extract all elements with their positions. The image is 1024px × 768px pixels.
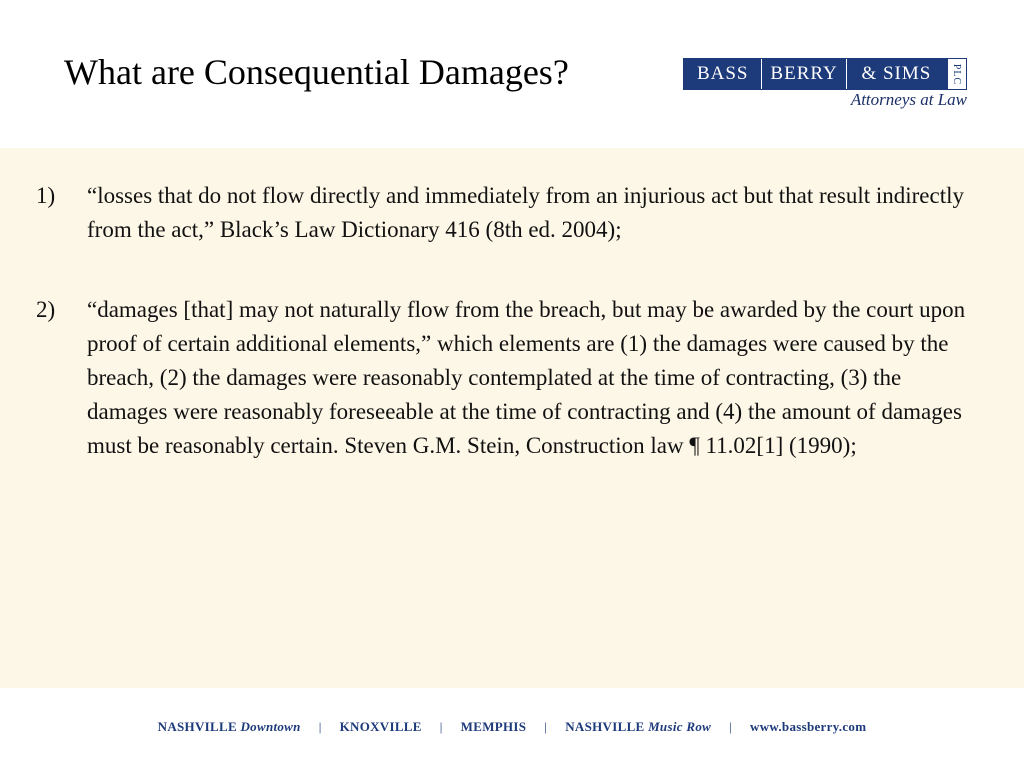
list-item-number: 2) [36,297,56,322]
logo-plc: PLC [951,63,963,85]
footer-separator: | [318,719,322,734]
list-item-text: “losses that do not flow directly and immediately from an injurious act but that result indirectly from the act,” Black’s Law Dictionary 416 (8th ed. 2004); [87,183,964,242]
logo-tagline: Attorneys at Law [850,90,967,109]
footer-location-memphis: MEMPHIS [460,719,527,734]
logo-name-bar [683,58,947,90]
content-panel [0,148,1024,688]
footer-locations [0,712,1024,742]
footer-area: Downtown [240,719,301,734]
footer-location-nashville-downtown [158,719,301,735]
logo-name-berry: BERRY [762,59,846,89]
footer-city: NASHVILLE [565,719,645,734]
list-item-text: “damages [that] may not naturally flow from the breach, but may be awarded by the court upon proof of certain additional elements,” which elements are (1) the damages were caused by the breach, (2) the damages were reasonably contemplated at the time of contracting, (3) the damages were reasonably foreseeable at the time of contracting and (4) the amount of damages must be reasonably certain. Steven G.M. Stein, Construction law ¶ 11.02[1] (1990); [87,297,966,458]
list-item-number: 1) [36,183,56,208]
footer-location-knoxville: KNOXVILLE [339,719,422,734]
footer-website-link[interactable]: www.bassberry.com [750,719,867,734]
firm-logo [683,58,970,110]
logo-name-bass: BASS [684,59,762,89]
slide-title: What are Consequential Damages? [64,52,569,92]
footer-separator: | [439,719,443,734]
logo-plc-box [947,58,967,90]
footer-separator: | [729,719,733,734]
logo-name-sims: & SIMS [847,59,946,89]
footer-area: Music Row [648,719,712,734]
footer-location-nashville-music-row [565,719,711,735]
footer-separator: | [544,719,548,734]
footer-city: NASHVILLE [157,719,237,734]
